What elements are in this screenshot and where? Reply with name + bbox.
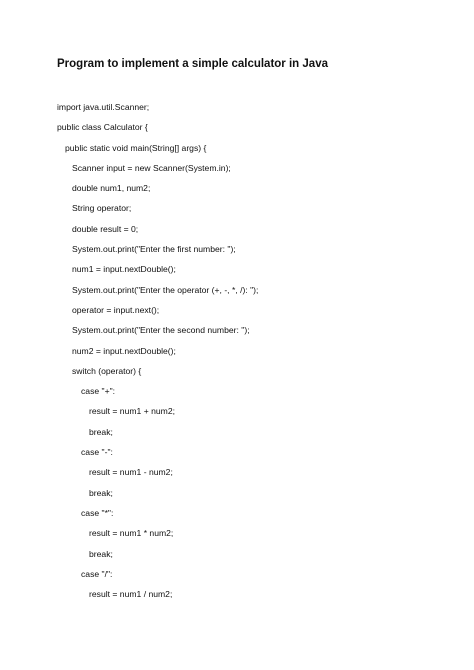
code-line: break; bbox=[89, 426, 113, 437]
code-line: break; bbox=[89, 548, 113, 559]
code-line: result = num1 * num2; bbox=[89, 528, 174, 539]
code-line: public class Calculator { bbox=[57, 122, 148, 133]
code-line: String operator; bbox=[72, 203, 132, 214]
page-title: Program to implement a simple calculator in Java bbox=[57, 58, 328, 70]
code-line: case "-": bbox=[81, 447, 113, 458]
code-line: case "/": bbox=[81, 568, 113, 579]
code-line: result = num1 + num2; bbox=[89, 406, 175, 417]
code-line: double num1, num2; bbox=[72, 183, 151, 194]
code-block bbox=[57, 101, 457, 608]
code-line: System.out.print("Enter the first number: "); bbox=[72, 244, 236, 255]
code-line: break; bbox=[89, 487, 113, 498]
code-line: case "*": bbox=[81, 507, 114, 518]
code-line: double result = 0; bbox=[72, 223, 139, 234]
code-line: num1 = input.nextDouble(); bbox=[72, 264, 176, 275]
code-line: System.out.print("Enter the operator (+, -, *, /): "); bbox=[72, 284, 259, 295]
code-line: import java.util.Scanner; bbox=[57, 102, 150, 112]
code-line: operator = input.next(); bbox=[72, 304, 160, 315]
code-line: result = num1 - num2; bbox=[89, 467, 173, 478]
code-line: case "+": bbox=[81, 386, 116, 397]
code-line: Scanner input = new Scanner(System.in); bbox=[72, 162, 231, 173]
code-line: public static void main(String[] args) { bbox=[65, 142, 207, 153]
code-line: num2 = input.nextDouble(); bbox=[72, 345, 176, 356]
code-line: switch (operator) { bbox=[72, 365, 142, 376]
code-line: System.out.print("Enter the second number: "); bbox=[72, 325, 250, 336]
code-line: result = num1 / num2; bbox=[89, 589, 173, 600]
